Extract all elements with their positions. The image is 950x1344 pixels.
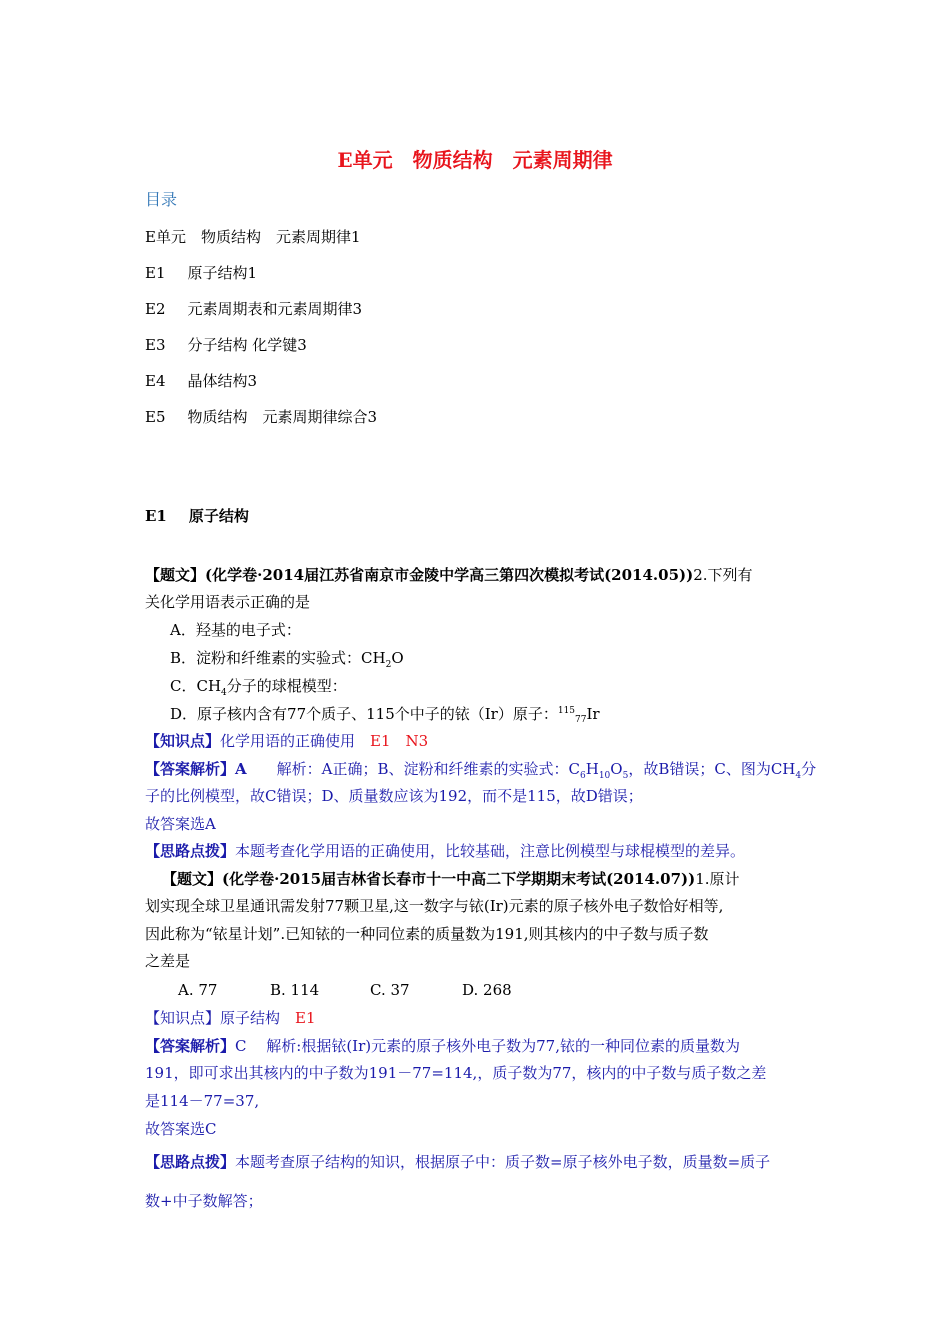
q1-option-c: C．$CH_4$分子的球棍模型： (170, 677, 347, 698)
toc-item-code: E3 (145, 336, 166, 354)
toc-item-text: 元素周期表和元素周期律3 (187, 300, 363, 318)
toc-item[interactable] (145, 407, 377, 427)
toc-item-code: E5 (145, 408, 166, 426)
toc-item-text: 分子结构 化学键3 (187, 336, 307, 354)
q1-stem-line1 (145, 565, 753, 585)
q2-option-d: D. 268 (462, 981, 512, 999)
page-title: E单元 物质结构 元素周期律 (337, 148, 613, 172)
q2-stem-line3: 因此称为“铱星计划”.已知铱的一种同位素的质量数为191,则其核内的中子数与质子数 (145, 925, 709, 943)
q2-source: (化学卷·2015届吉林省长春市十一中高二下学期期末考试(2014.07)) (222, 870, 696, 888)
q2-tip-line1: 【思路点拨】本题考查原子结构的知识，根据原子中：质子数=原子核外电子数，质量数=质子 (145, 1153, 771, 1171)
toc-item-code: E1 (145, 264, 166, 282)
q2-answer-line3: 是114－77=37, (145, 1092, 260, 1110)
q1-option-d: D．原子核内含有77个质子、115个中子的铱（Ir）原子：$^{115}_{77}$Ir (170, 705, 600, 725)
toc-item[interactable] (145, 227, 361, 247)
q1-source: (化学卷·2014届江苏省南京市金陵中学高三第四次模拟考试(2014.05)) (205, 566, 694, 584)
q2-answer-line1: 【答案解析】C 解析:根据铱(Ir)元素的原子核外电子数为77,铱的一种同位素的质量数为 (145, 1037, 740, 1055)
q1-option-b: B．淀粉和纤维素的实验式：$CH_2O$ (170, 649, 404, 670)
toc-item[interactable] (145, 299, 362, 319)
q2-tag: 【题文】 (162, 870, 223, 888)
toc-item-code: E2 (145, 300, 166, 318)
toc-item[interactable] (145, 335, 307, 355)
q2-answer-line4: 故答案选C (145, 1120, 217, 1138)
q1-stem-a: 2.下列有 (693, 566, 753, 584)
toc-item-text: 原子结构1 (187, 264, 258, 282)
toc-item[interactable] (145, 263, 257, 283)
q1-answer-line1: 【答案解析】A 解析：A正确；B、淀粉和纤维素的实验式：$C_6H_{10}O_5$，故B错误；C、图为$CH_4$分 (145, 760, 817, 781)
section-title: 原子结构 (188, 507, 249, 525)
q2-stem-line1: 【题文】(化学卷·2015届吉林省长春市十一中高二下学期期末考试(2014.07))1.原计 (162, 870, 740, 888)
section-heading (145, 506, 249, 526)
q1-knowledge-point: 【知识点】化学用语的正确使用 E1 N3 (145, 732, 429, 750)
q1-answer-line3: 故答案选A (145, 815, 216, 833)
q2-option-b: B. 114 (270, 981, 320, 999)
q2-option-a: A. 77 (178, 981, 218, 999)
toc-item-text: 物质结构 元素周期律综合3 (187, 408, 378, 426)
q2-stem-line4: 之差是 (145, 952, 191, 970)
q2-answer-line2: 191，即可求出其核内的中子数为191－77=114,，质子数为77，核内的中子数与质子数之差 (145, 1064, 767, 1082)
q2-stem-line2: 划实现全球卫星通讯需发射77颗卫星,这一数字与铱(Ir)元素的原子核外电子数恰好相等, (145, 897, 724, 915)
q2-tip-line2: 数+中子数解答； (145, 1192, 263, 1210)
section-code: E1 (145, 507, 167, 525)
toc-item[interactable] (145, 371, 257, 391)
q2-options (178, 980, 512, 1000)
toc-item-text: 晶体结构3 (187, 372, 258, 390)
toc-item-text: E单元 物质结构 元素周期律1 (145, 228, 361, 246)
q2-knowledge-point: 【知识点】原子结构 E1 (145, 1009, 316, 1027)
toc-heading: 目录 (145, 190, 178, 209)
q1-option-a: A．羟基的电子式： (170, 621, 301, 639)
q1-tip: 【思路点拨】本题考查化学用语的正确使用，比较基础，注意比例模型与球棍模型的差异。 (145, 842, 746, 860)
q1-tag: 【题文】 (145, 566, 206, 584)
q1-stem-line2: 关化学用语表示正确的是 (145, 593, 311, 611)
q1-answer-line2: 子的比例模型，故C错误；D、质量数应该为192，而不是115，故D错误； (145, 787, 643, 805)
toc-item-code: E4 (145, 372, 166, 390)
q2-option-c: C. 37 (370, 981, 410, 999)
